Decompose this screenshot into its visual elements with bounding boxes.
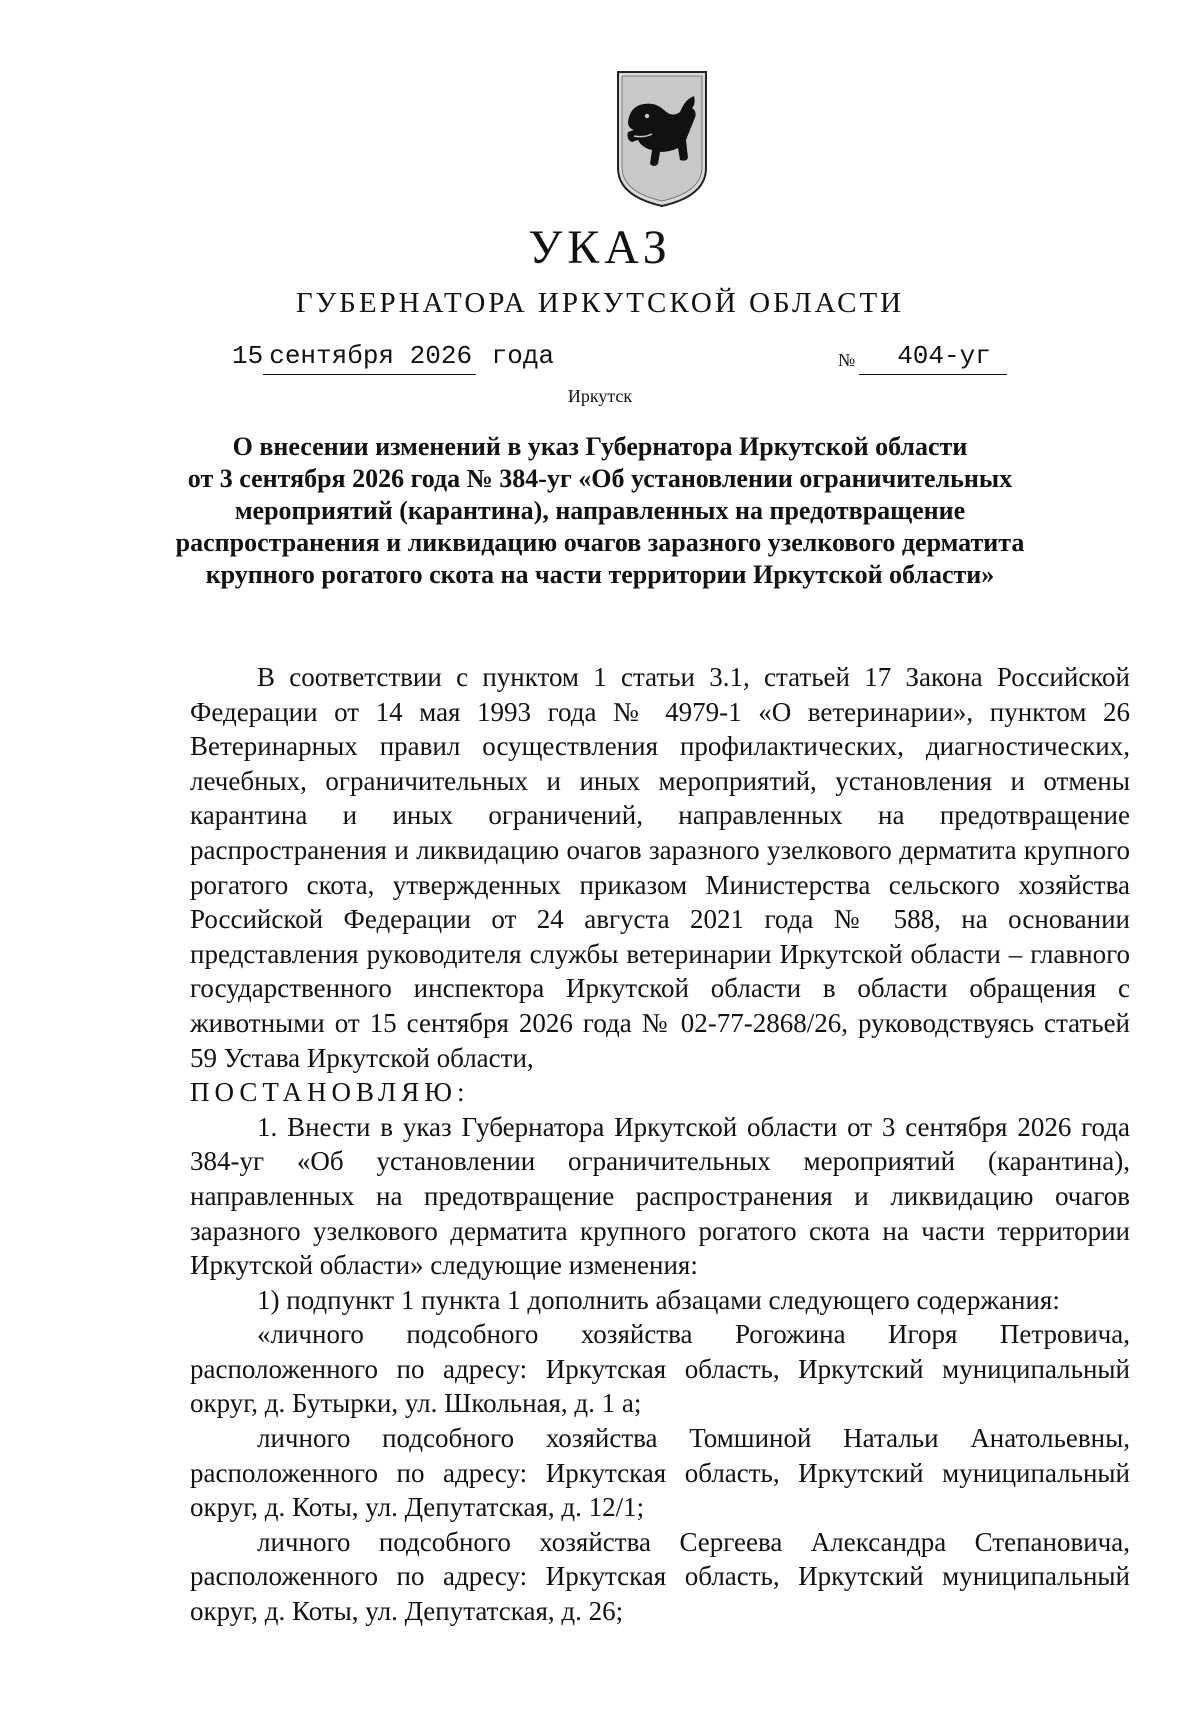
document-body — [190, 660, 1130, 1629]
number-value: 404-уг — [859, 338, 1007, 375]
heading-line: О внесении изменений в указ Губернатора Иркутской области — [232, 432, 968, 461]
number-sign: № — [838, 350, 856, 370]
entry-paragraph: личного подсобного хозяйства Томшиной Натальи Анатольевны, расположенного по адресу: Иркутская область, Иркутский муниципальный округ, д. Коты, ул. Депутатская, д. 12/1; — [190, 1423, 1130, 1523]
resolve-heading: ПОСТАНОВЛЯЮ: — [190, 1077, 470, 1108]
heading-line: мероприятий (карантина), направленных на предотвращение — [234, 496, 966, 525]
date-day: 15 — [232, 341, 264, 371]
document-date — [232, 338, 554, 375]
heading-line: крупного рогатого скота на части территории Иркутской области» — [205, 560, 995, 589]
document-type: УКАЗ — [528, 221, 672, 274]
date-month-year: сентября 2026 — [263, 338, 476, 375]
irkutsk-coat-of-arms-icon — [614, 68, 710, 210]
item-1-paragraph: 1. Внести в указ Губернатора Иркутской области от 3 сентября 2026 года 384-уг «Об установлении ограничительных мероприятий (карантина), направленных на предотвращение распространения и ликвидацию очагов заразного узелкового дерматита крупного рогатого скота на части территории Иркутской области» следующие изменения: — [190, 1111, 1130, 1281]
entry-paragraph: «личного подсобного хозяйства Рогожина Игоря Петровича, расположенного по адресу: Иркутская область, Иркутский муниципальный округ, д. Бутырки, ул. Школьная, д. 1 а; — [190, 1319, 1130, 1419]
heading-line: от 3 сентября 2026 года № 384-уг «Об установлении ограничительных — [187, 464, 1013, 493]
issuer-title: ГУБЕРНАТОРА ИРКУТСКОЙ ОБЛАСТИ — [295, 287, 905, 319]
city: Иркутск — [567, 386, 633, 406]
entry-paragraph: личного подсобного хозяйства Сергеева Александра Степановича, расположенного по адресу: Иркутская область, Иркутский муниципальный округ, д. Коты, ул. Депутатская, д. 26; — [190, 1526, 1130, 1627]
document-number — [838, 338, 1007, 378]
date-suffix: года — [491, 341, 555, 371]
preamble-paragraph: В соответствии с пунктом 1 статьи 3.1, статьей 17 Закона Российской Федерации от 14 мая 1993 года № 4979-1 «О ветеринарии», пунктом 26 Ветеринарных правил осуществления профилактических, диагностических, лечебных, ограничительных и иных мероприятий, установления и отмены карантина и иных ограничений, направленных на предотвращение распространения и ликвидацию очагов заразного узелкового дерматита крупного рогатого скота, утвержденных приказом Министерства сельского хозяйства Российской Федерации от 24 августа 2021 года № 588, на основании представления руководителя службы ветеринарии Иркутской области – главного государственного инспектора Иркутской области в области обращения с животными от 15 сентября 2026 года № 02-77-2868/26, руководствуясь статьей 59 Устава Иркутской области, — [190, 662, 1130, 1073]
subitem-1-paragraph: 1) подпункт 1 пункта 1 дополнить абзацами следующего содержания: — [257, 1284, 1060, 1315]
heading-line: распространения и ликвидацию очагов заразного узелкового дерматита — [175, 528, 1025, 557]
document-heading — [160, 431, 1040, 591]
